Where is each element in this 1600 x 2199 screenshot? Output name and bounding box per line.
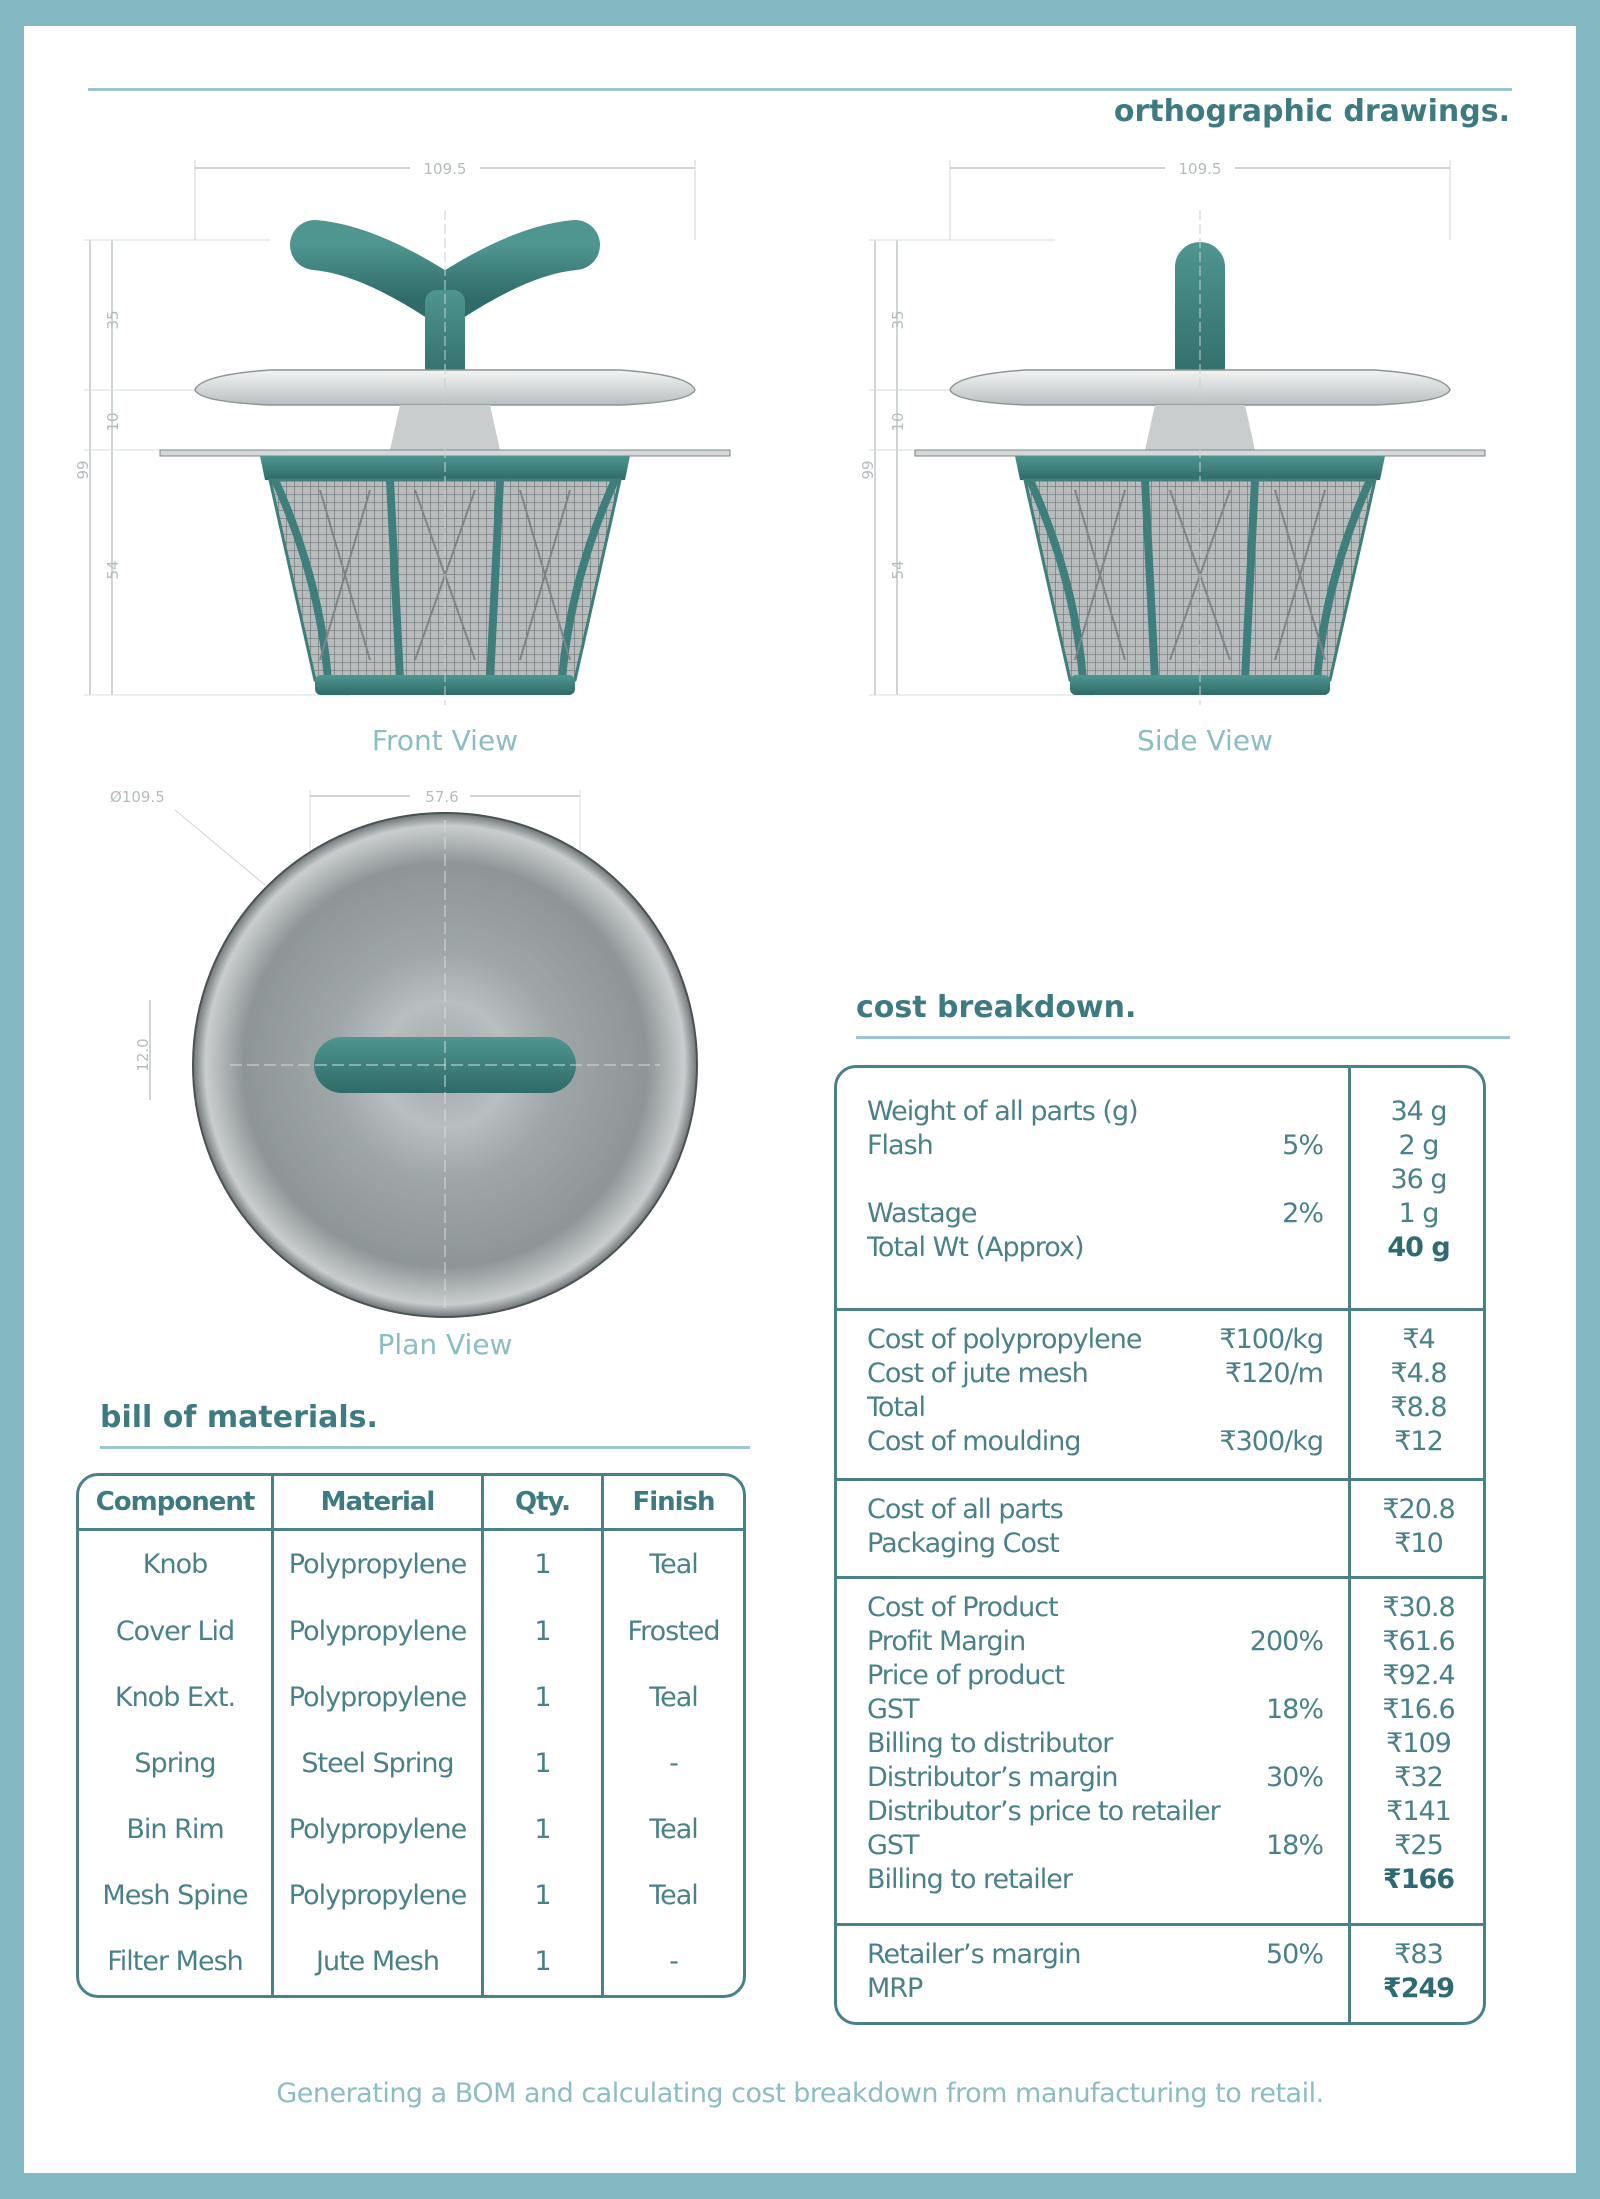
side-dim-total: 99 — [859, 460, 877, 480]
front-dim-lid: 10 — [104, 412, 122, 432]
cost-label: Wastage — [867, 1198, 977, 1229]
bom-cell-finish: Teal — [649, 1682, 698, 1714]
footer-caption: Generating a BOM and calculating cost breakdown from manufacturing to retail. — [276, 2078, 1324, 2109]
cost-value: ₹16.6 — [1382, 1694, 1455, 1725]
bom-header-finish: Finish — [603, 1476, 744, 1530]
front-dim-knob: 35 — [104, 310, 122, 330]
bom-cell-finish: Teal — [649, 1549, 698, 1581]
plan-dim-knob-width: 12.0 — [134, 1038, 152, 1072]
cost-label: Weight of all parts (g) — [867, 1096, 1138, 1127]
bom-cell-finish: Teal — [649, 1880, 698, 1912]
side-dim-width: 109.5 — [1178, 160, 1222, 178]
side-dim-knob: 35 — [889, 310, 907, 330]
cost-value: ₹249 — [1382, 1973, 1455, 2004]
cost-row — [837, 1232, 1483, 1266]
bom-cell-component: Knob — [79, 1530, 273, 1599]
cost-label: Price of product — [867, 1660, 1064, 1691]
cost-label: Retailer’s margin — [867, 1939, 1081, 1970]
cost-value: ₹92.4 — [1382, 1660, 1455, 1691]
cost-row — [837, 1426, 1483, 1460]
bom-cell-material: Steel Spring — [273, 1731, 483, 1797]
drawings-title: orthographic drawings. — [1113, 94, 1510, 129]
bom-cell-component: Filter Mesh — [79, 1929, 273, 1995]
cost-value: 34 g — [1390, 1096, 1447, 1127]
bom-cell-component: Cover Lid — [79, 1599, 273, 1665]
table-row — [79, 1797, 743, 1863]
plan-dim-dia: Ø109.5 — [110, 788, 165, 806]
bom-cell-component: Knob Ext. — [79, 1665, 273, 1731]
cost-label: Cost of moulding — [867, 1426, 1081, 1457]
bom-rule — [100, 1446, 750, 1449]
bom-cell-qty: 1 — [483, 1665, 603, 1731]
cost-value: ₹30.8 — [1382, 1592, 1455, 1623]
cost-label: Total — [867, 1392, 926, 1423]
cost-row — [837, 1694, 1483, 1728]
bom-header-component: Component — [79, 1476, 273, 1530]
cost-row — [837, 1762, 1483, 1796]
bom-cell-finish: Frosted — [627, 1616, 720, 1648]
cost-row — [837, 1796, 1483, 1830]
cost-row — [837, 1130, 1483, 1164]
cost-label: Cost of all parts — [867, 1494, 1063, 1525]
cost-row — [837, 1324, 1483, 1358]
plan-dim-knob-len: 57.6 — [425, 788, 459, 806]
cost-value: ₹10 — [1394, 1528, 1443, 1559]
cost-value: 1 g — [1398, 1198, 1439, 1229]
bom-cell-material: Polypropylene — [273, 1530, 483, 1599]
bom-cell-qty: 1 — [483, 1530, 603, 1599]
cost-rate: 2% — [1282, 1198, 1323, 1229]
side-dim-body: 54 — [889, 560, 907, 580]
front-view-drawing — [70, 150, 750, 710]
cost-label: Total Wt (Approx) — [867, 1232, 1084, 1263]
cost-table — [834, 1065, 1486, 2025]
cost-label: Distributor’s margin — [867, 1762, 1118, 1793]
cost-row — [837, 1592, 1483, 1626]
bom-cell-material: Polypropylene — [273, 1665, 483, 1731]
cost-value: ₹25 — [1394, 1830, 1443, 1861]
cost-label: Distributor’s price to retailer — [867, 1796, 1220, 1827]
bom-cell-finish: - — [669, 1748, 678, 1780]
bom-cell-component: Mesh Spine — [79, 1863, 273, 1929]
cost-label: GST — [867, 1694, 919, 1725]
cost-value: ₹12 — [1394, 1426, 1443, 1457]
cost-rate: 200% — [1249, 1626, 1323, 1657]
plan-view-label: Plan View — [377, 1328, 513, 1361]
cost-title: cost breakdown. — [856, 990, 1137, 1025]
cost-label: MRP — [867, 1973, 923, 2004]
cost-rate: 50% — [1265, 1939, 1323, 1970]
bom-table — [76, 1473, 746, 1998]
cost-rate: 30% — [1265, 1762, 1323, 1793]
cost-label: Cost of polypropylene — [867, 1324, 1142, 1355]
cost-value: 40 g — [1387, 1232, 1450, 1263]
bom-cell-qty: 1 — [483, 1863, 603, 1929]
bom-cell-component: Bin Rim — [79, 1797, 273, 1863]
bom-cell-qty: 1 — [483, 1797, 603, 1863]
cost-label: Cost of Product — [867, 1592, 1058, 1623]
cost-value: ₹166 — [1382, 1864, 1455, 1895]
drawings-rule — [88, 88, 1512, 91]
bom-cell-material: Polypropylene — [273, 1797, 483, 1863]
cost-rate: ₹100/kg — [1219, 1324, 1323, 1355]
bom-cell-material: Jute Mesh — [273, 1929, 483, 1995]
cost-section-weight — [837, 1068, 1483, 1311]
cost-section-pricing — [837, 1576, 1483, 1926]
cost-value: ₹4.8 — [1390, 1358, 1447, 1389]
bom-cell-finish: - — [669, 1946, 678, 1978]
cost-row — [837, 1198, 1483, 1232]
cost-row — [837, 1494, 1483, 1528]
cost-value: 2 g — [1398, 1130, 1439, 1161]
cost-section-retail — [837, 1923, 1483, 2025]
cost-label: Flash — [867, 1130, 933, 1161]
cost-row — [837, 1660, 1483, 1694]
plan-view-drawing — [90, 780, 730, 1340]
bom-header-material: Material — [273, 1476, 483, 1530]
cost-label: GST — [867, 1830, 919, 1861]
cost-rate: 18% — [1265, 1830, 1323, 1861]
side-dim-lid: 10 — [889, 412, 907, 432]
table-row — [79, 1530, 743, 1599]
cost-row — [837, 1392, 1483, 1426]
bom-title: bill of materials. — [100, 1400, 378, 1435]
cost-value: ₹20.8 — [1382, 1494, 1455, 1525]
cost-value: ₹141 — [1386, 1796, 1451, 1827]
cost-row — [837, 1096, 1483, 1130]
cost-row — [837, 1830, 1483, 1864]
front-dim-body: 54 — [104, 560, 122, 580]
cost-label: Packaging Cost — [867, 1528, 1059, 1559]
cost-value: 36 g — [1390, 1164, 1447, 1195]
cost-rate: 5% — [1282, 1130, 1323, 1161]
bom-cell-material: Polypropylene — [273, 1863, 483, 1929]
cost-value: ₹4 — [1402, 1324, 1435, 1355]
bom-cell-qty: 1 — [483, 1599, 603, 1665]
cost-value: ₹32 — [1394, 1762, 1443, 1793]
cost-rate: ₹120/m — [1224, 1358, 1323, 1389]
bom-header-row — [79, 1476, 743, 1530]
bom-cell-qty: 1 — [483, 1929, 603, 1995]
cost-label: Billing to distributor — [867, 1728, 1113, 1759]
cost-value: ₹8.8 — [1390, 1392, 1447, 1423]
table-row — [79, 1665, 743, 1731]
cost-row — [837, 1164, 1483, 1198]
cost-rate: ₹300/kg — [1219, 1426, 1323, 1457]
cost-row — [837, 1626, 1483, 1660]
table-row — [79, 1929, 743, 1995]
cost-value: ₹83 — [1394, 1939, 1443, 1970]
front-dim-width: 109.5 — [423, 160, 467, 178]
cost-value: ₹109 — [1386, 1728, 1451, 1759]
cost-row — [837, 1864, 1483, 1898]
side-view-drawing — [855, 150, 1495, 710]
cost-label: Billing to retailer — [867, 1864, 1073, 1895]
cost-row — [837, 1939, 1483, 1973]
front-dim-total: 99 — [74, 460, 92, 480]
cost-row — [837, 1728, 1483, 1762]
cost-row — [837, 1528, 1483, 1562]
bom-cell-component: Spring — [79, 1731, 273, 1797]
cost-label: Profit Margin — [867, 1626, 1026, 1657]
cost-row — [837, 1973, 1483, 2007]
cost-section-material — [837, 1308, 1483, 1481]
front-view-label: Front View — [371, 724, 519, 757]
table-row — [79, 1731, 743, 1797]
cost-value: ₹61.6 — [1382, 1626, 1455, 1657]
cost-rule — [856, 1036, 1510, 1039]
table-row — [79, 1599, 743, 1665]
bom-cell-qty: 1 — [483, 1731, 603, 1797]
cost-label: Cost of jute mesh — [867, 1358, 1088, 1389]
side-view-label: Side View — [1137, 724, 1273, 757]
cost-row — [837, 1358, 1483, 1392]
bom-header-qty: Qty. — [483, 1476, 603, 1530]
bom-cell-material: Polypropylene — [273, 1599, 483, 1665]
cost-section-parts — [837, 1478, 1483, 1579]
table-row — [79, 1863, 743, 1929]
cost-rate: 18% — [1265, 1694, 1323, 1725]
bom-cell-finish: Teal — [649, 1814, 698, 1846]
